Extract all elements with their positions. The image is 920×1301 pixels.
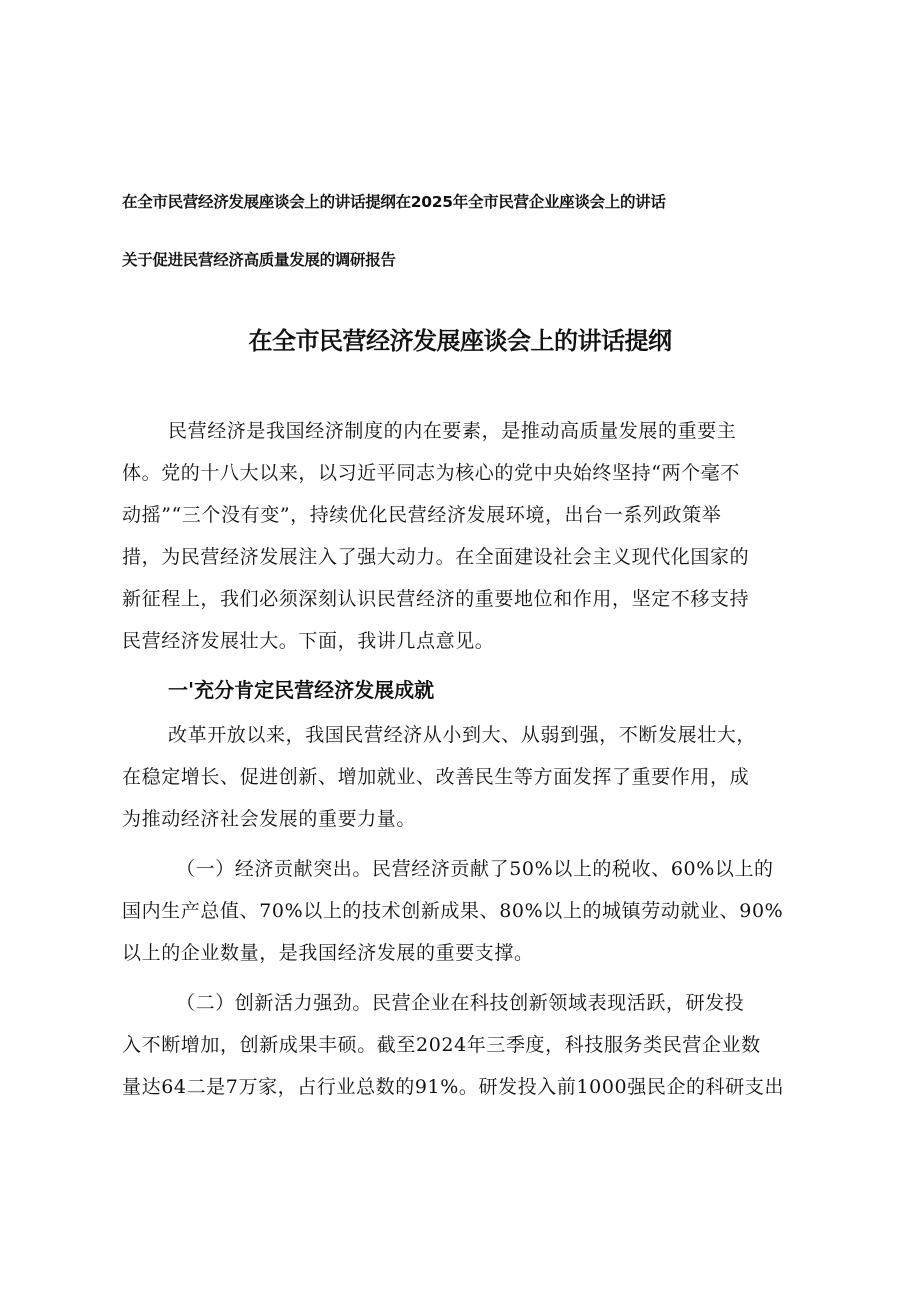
paragraph-line: 量达64二是7万家，占行业总数的91%。研发投入前1000强民企的科研支出 — [122, 1076, 785, 1098]
paragraph-line: 改革开放以来，我国民营经济从小到大、从弱到强，不断发展壮大， — [168, 724, 757, 746]
subsection-1-paragraph — [122, 848, 812, 974]
subsection-2-paragraph — [122, 982, 812, 1108]
paragraph-line: 入不断增加，创新成果丰硕。截至2024年三季度，科技服务类民营企业数 — [122, 1034, 761, 1056]
paragraph-line: 措，为民营经济发展注入了强大动力。在全面建设社会主义现代化国家的 — [122, 546, 750, 568]
toc-entry-2: 关于促进民营经济高质量发展的调研报告 — [122, 251, 396, 269]
toc-entry-1: 在全市民营经济发展座谈会上的讲话提纲在2025年全市民营企业座谈会上的讲话 — [122, 193, 666, 211]
paragraph-line: 在稳定增长、促进创新、增加就业、改善民生等方面发挥了重要作用，成 — [122, 766, 750, 788]
document-title: 在全市民营经济发展座谈会上的讲话提纲 — [248, 327, 672, 355]
section1-paragraph — [122, 714, 812, 840]
paragraph-line: （一）经济贡献突出。民营经济贡献了50%以上的税收、60%以上的 — [176, 858, 774, 880]
paragraph-line: 国内生产总值、70%以上的技术创新成果、80%以上的城镇劳动就业、90% — [122, 900, 784, 922]
paragraph-line: 民营经济是我国经济制度的内在要素，是推动高质量发展的重要主 — [168, 420, 737, 442]
paragraph-line: 以上的企业数量，是我国经济发展的重要支撑。 — [122, 942, 534, 964]
paragraph-line: 为推动经济社会发展的重要力量。 — [122, 808, 417, 830]
section-heading-1: 一'充分肯定民营经济发展成就 — [168, 678, 435, 702]
paragraph-line: （二）创新活力强劲。民营企业在科技创新领域表现活跃，研发投 — [176, 992, 745, 1014]
paragraph-line: 动摇”“三个没有变”，持续优化民营经济发展环境，出台一系列政策举 — [122, 504, 722, 526]
intro-paragraph — [122, 410, 812, 662]
paragraph-line: 体。党的十八大以来，以习近平同志为核心的党中央始终坚持“两个毫不 — [122, 462, 740, 484]
paragraph-line: 新征程上，我们必须深刻认识民营经济的重要地位和作用，坚定不移支持 — [122, 588, 750, 610]
paragraph-line: 民营经济发展壮大。下面，我讲几点意见。 — [122, 630, 495, 652]
